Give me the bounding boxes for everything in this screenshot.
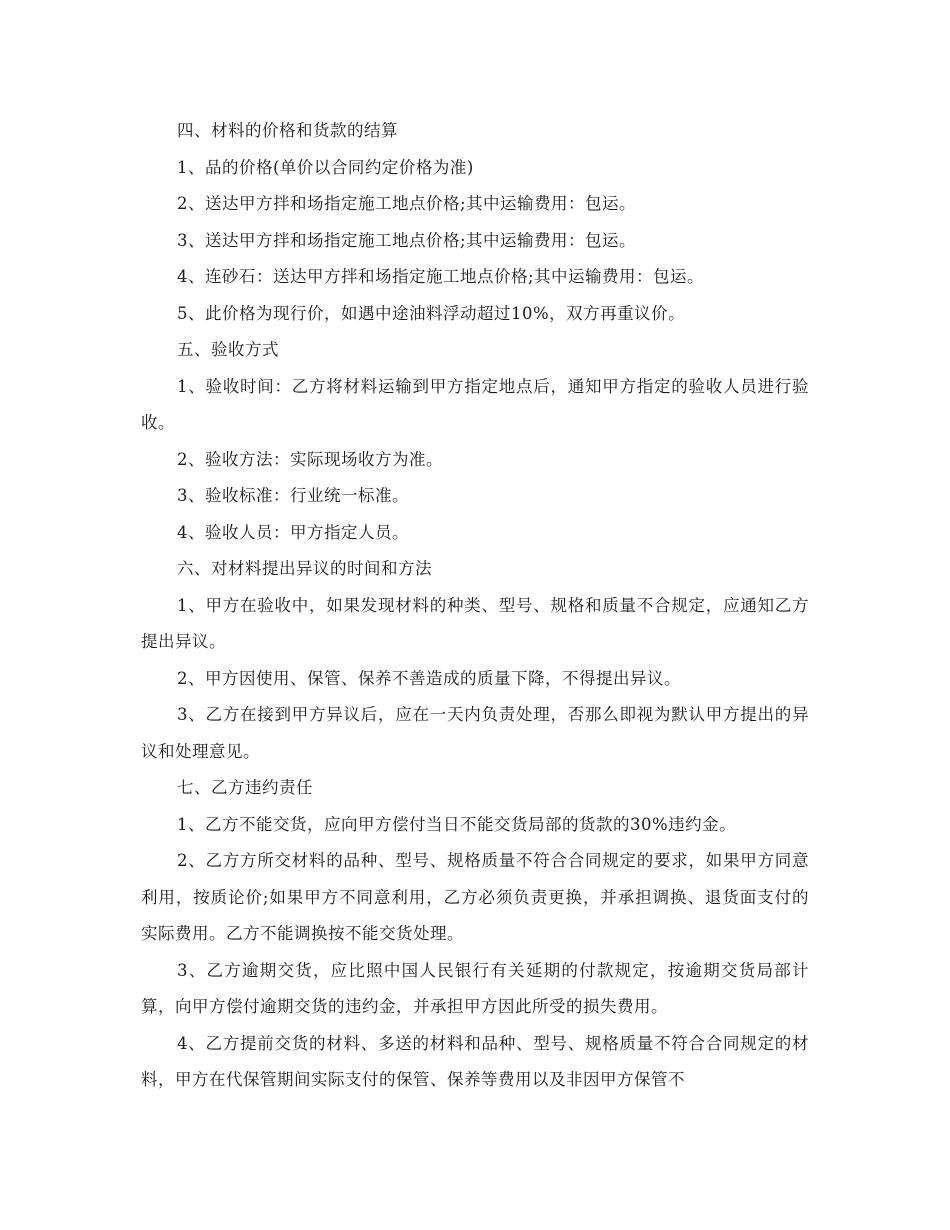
clause-price-3: 3、送达甲方拌和场指定施工地点价格;其中运输费用：包运。 bbox=[177, 230, 637, 250]
clause-objection-1: 1、甲方在验收中，如果发现材料的种类、型号、规格和质量不合规定，应通知乙方提出异议。 bbox=[141, 595, 809, 651]
clause-acceptance-3: 3、验收标准：行业统一标准。 bbox=[177, 486, 409, 505]
clause-objection-3: 3、乙方在接到甲方异议后，应在一天内负责处理，否那么即视为默认甲方提出的异议和处理意见。 bbox=[141, 705, 809, 761]
clause-liability-3: 3、乙方逾期交货，应比照中国人民银行有关延期的付款规定，按逾期交货局部计算，向甲方偿付逾期交货的违约金，并承担甲方因此所受的损失费用。 bbox=[141, 960, 809, 1016]
clause-liability-1: 1、乙方不能交货，应向甲方偿付当日不能交货局部的货款的30%违约金。 bbox=[177, 814, 737, 834]
clause-liability-2: 2、乙方方所交材料的品种、型号、规格质量不符合合同规定的要求，如果甲方同意利用，按质论价;如果甲方不同意利用，乙方必须负责更换，并承担调换、退货面支付的实际费用。乙方不能调换按不能交货处理。 bbox=[141, 851, 809, 943]
document-body bbox=[141, 113, 809, 1099]
section-heading-acceptance: 五、验收方式 bbox=[177, 340, 279, 359]
clause-acceptance-1: 1、验收时间：乙方将材料运输到甲方指定地点后，通知甲方指定的验收人员进行验收。 bbox=[141, 376, 809, 432]
clause-price-4: 4、连砂石：送达甲方拌和场指定施工地点价格;其中运输费用：包运。 bbox=[177, 267, 705, 286]
section-heading-objection: 六、对材料提出异议的时间和方法 bbox=[177, 559, 432, 578]
clause-acceptance-4: 4、验收人员：甲方指定人员。 bbox=[177, 522, 409, 542]
clause-acceptance-2: 2、验收方法：实际现场收方为准。 bbox=[177, 449, 443, 469]
clause-liability-4: 4、乙方提前交货的材料、多送的材料和品种、型号、规格质量不符合合同规定的材料，甲方在代保管期间实际支付的保管、保养等费用以及非因甲方保管不 bbox=[141, 1033, 809, 1089]
clause-price-1: 1、品的价格(单价以合同约定价格为准) bbox=[177, 157, 474, 177]
section-heading-price: 四、材料的价格和货款的结算 bbox=[177, 121, 398, 140]
clause-objection-2: 2、甲方因使用、保管、保养不善造成的质量下降，不得提出异议。 bbox=[177, 668, 681, 688]
section-heading-liability: 七、乙方违约责任 bbox=[177, 778, 313, 797]
clause-price-5: 5、此价格为现行价，如遇中途油料浮动超过10%，双方再重议价。 bbox=[177, 303, 686, 323]
clause-price-2: 2、送达甲方拌和场指定施工地点价格;其中运输费用：包运。 bbox=[177, 194, 637, 213]
